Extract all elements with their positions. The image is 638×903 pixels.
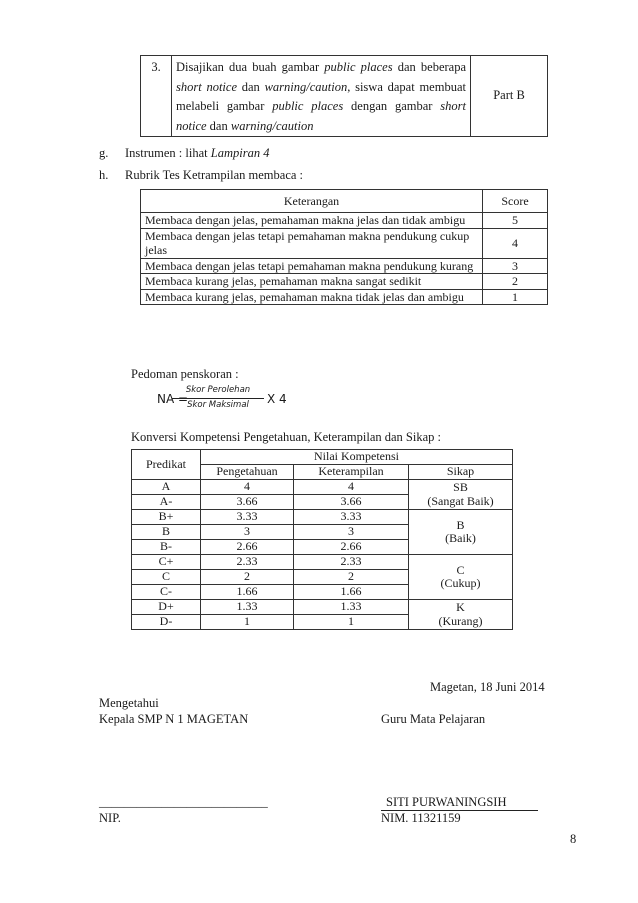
formula-fraction-bar — [172, 398, 264, 399]
pengetahuan-cell: 1.33 — [201, 600, 294, 615]
pengetahuan-cell: 2.33 — [201, 555, 294, 570]
predikat-cell: D+ — [132, 600, 201, 615]
predikat-cell: C+ — [132, 555, 201, 570]
pengetahuan-cell: 4 — [201, 480, 294, 495]
keterampilan-cell: 1 — [294, 615, 409, 630]
keterampilan-cell: 1.33 — [294, 600, 409, 615]
predikat-cell: A — [132, 480, 201, 495]
rubric-desc: Membaca kurang jelas, pemahaman makna sangat sedikit — [141, 274, 483, 290]
table-row — [141, 274, 548, 290]
conversion-title: Konversi Kompetensi Pengetahuan, Keterampilan dan Sikap : — [131, 430, 441, 444]
item-part: Part B — [471, 56, 548, 137]
predikat-cell: B — [132, 525, 201, 540]
pengetahuan-cell: 2.66 — [201, 540, 294, 555]
keterampilan-cell: 3 — [294, 525, 409, 540]
formula-lhs: NA = — [157, 392, 189, 406]
table-row — [132, 600, 513, 615]
teacher-title: Guru Mata Pelajaran — [381, 712, 486, 726]
predikat-cell: C — [132, 570, 201, 585]
table-header-row — [141, 190, 548, 213]
item-g: Instrumen : lihat Lampiran 4 — [125, 146, 270, 160]
principal-nip: NIP. — [99, 811, 121, 825]
principal-signature-line: ___________________________ — [99, 795, 268, 809]
rubric-table — [140, 189, 548, 305]
pengetahuan-cell: 1 — [201, 615, 294, 630]
rubric-score: 2 — [483, 274, 548, 290]
predikat-cell: B+ — [132, 510, 201, 525]
item-h: Rubrik Tes Ketrampilan membaca : — [125, 168, 304, 182]
rubric-score: 1 — [483, 289, 548, 305]
keterampilan-cell: 3.66 — [294, 495, 409, 510]
item-h-marker: h. — [99, 168, 109, 182]
table-row — [132, 480, 513, 495]
pengetahuan-cell: 2 — [201, 570, 294, 585]
mengetahui-label: Mengetahui — [99, 696, 159, 710]
item-description: Disajikan dua buah gambar public places dan beberapa short notice dan warning/caution, siswa dapat membuat melabeli gambar public places dengan gambar short notice dan warning/caution — [172, 56, 471, 137]
pengetahuan-cell: 3.66 — [201, 495, 294, 510]
predikat-cell: A- — [132, 495, 201, 510]
conversion-table — [131, 449, 513, 630]
predikat-cell: C- — [132, 585, 201, 600]
formula-denominator: Skor Maksimal — [187, 400, 249, 410]
keterampilan-cell: 2 — [294, 570, 409, 585]
rubric-score: 5 — [483, 213, 548, 229]
header-pengetahuan: Pengetahuan — [201, 465, 294, 480]
predikat-cell: B- — [132, 540, 201, 555]
header-sikap: Sikap — [409, 465, 513, 480]
teacher-name: SITI PURWANINGSIH — [381, 795, 538, 811]
table-row — [132, 555, 513, 570]
keterampilan-cell: 1.66 — [294, 585, 409, 600]
header-score: Score — [483, 190, 548, 213]
table-row — [141, 56, 548, 137]
table-row — [132, 510, 513, 525]
header-keterampilan: Keterampilan — [294, 465, 409, 480]
keterampilan-cell: 2.33 — [294, 555, 409, 570]
place-date: Magetan, 18 Juni 2014 — [430, 680, 545, 694]
keterampilan-cell: 4 — [294, 480, 409, 495]
header-nilai-kompetensi: Nilai Kompetensi — [201, 450, 513, 465]
sikap-cell: SB (Sangat Baik) — [409, 480, 513, 510]
kisi-kisi-table — [140, 55, 548, 137]
rubric-desc: Membaca dengan jelas tetapi pemahaman makna pendukung cukup jelas — [141, 228, 483, 258]
header-keterangan: Keterangan — [141, 190, 483, 213]
table-header-row — [132, 450, 513, 465]
table-row — [141, 213, 548, 229]
rubric-desc: Membaca dengan jelas, pemahaman makna jelas dan tidak ambigu — [141, 213, 483, 229]
keterampilan-cell: 3.33 — [294, 510, 409, 525]
page-number: 8 — [570, 832, 577, 846]
principal-title: Kepala SMP N 1 MAGETAN — [99, 712, 249, 726]
keterampilan-cell: 2.66 — [294, 540, 409, 555]
table-row — [141, 228, 548, 258]
pengetahuan-cell: 1.66 — [201, 585, 294, 600]
item-number: 3. — [141, 56, 172, 137]
table-row — [141, 258, 548, 274]
formula-numerator: Skor Perolehan — [185, 385, 251, 395]
rubric-score: 4 — [483, 228, 548, 258]
item-g-marker: g. — [99, 146, 109, 160]
rubric-desc: Membaca dengan jelas tetapi pemahaman makna pendukung kurang — [141, 258, 483, 274]
predikat-cell: D- — [132, 615, 201, 630]
pengetahuan-cell: 3.33 — [201, 510, 294, 525]
scoring-label: Pedoman penskoran : — [131, 367, 239, 381]
sikap-cell: C (Cukup) — [409, 555, 513, 600]
sikap-cell: B (Baik) — [409, 510, 513, 555]
pengetahuan-cell: 3 — [201, 525, 294, 540]
sikap-cell: K (Kurang) — [409, 600, 513, 630]
table-row — [141, 289, 548, 305]
header-predikat: Predikat — [132, 450, 201, 480]
rubric-desc: Membaca kurang jelas, pemahaman makna tidak jelas dan ambigu — [141, 289, 483, 305]
teacher-nim: NIM. 11321159 — [381, 811, 461, 825]
rubric-score: 3 — [483, 258, 548, 274]
formula-rhs: X 4 — [267, 392, 287, 406]
